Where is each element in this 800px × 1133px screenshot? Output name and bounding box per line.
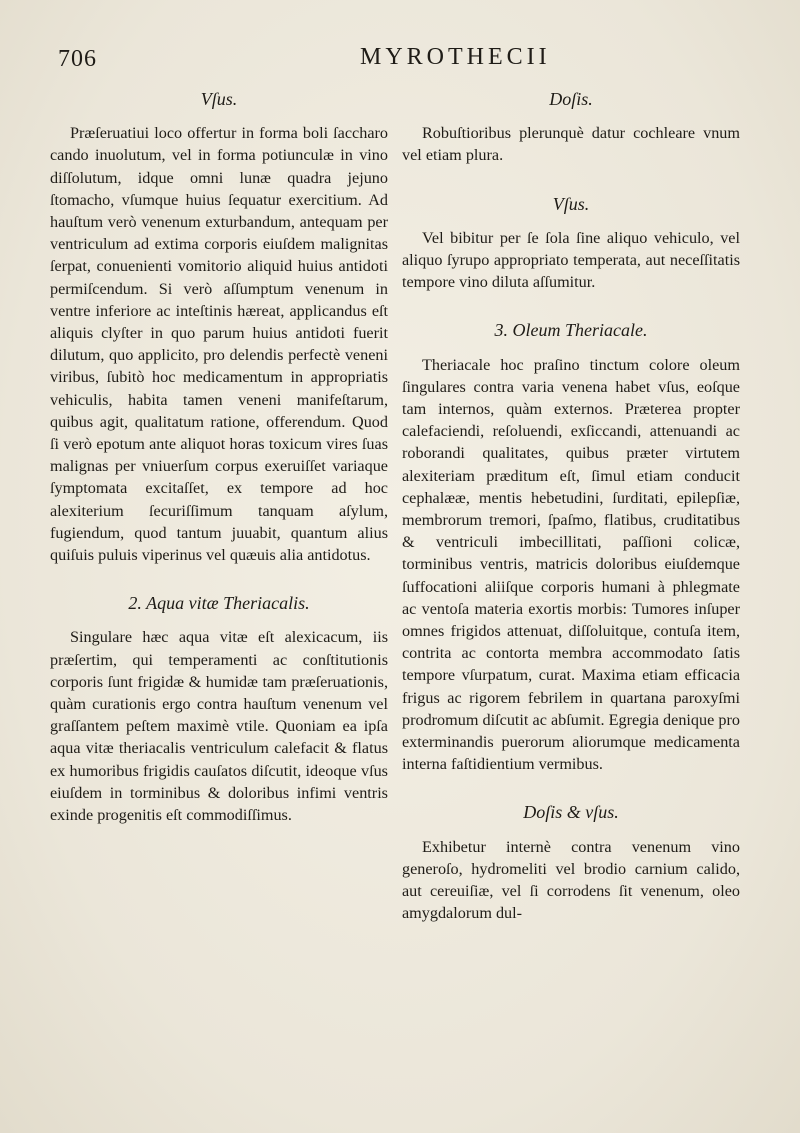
dosis-usus-heading: Doſis & vſus. <box>523 802 619 823</box>
dosis-heading: Doſis. <box>549 89 593 109</box>
right-column <box>402 84 740 925</box>
usus-paragraph: Præſeruatiui loco offertur in forma boli ſaccharo cando inuolutum, vel in forma potiunculæ in vino diſſolutum, idque omni lunæ quadra jejuno ſtomacho, vſumque huius ſequatur exercitium. Ad hauſtum verò venenum exturbandum, antequam per ventriculum ad extima corporis eiuſdem malignitas ſerpat, conuenienti vomitorio aliquid huius antidoti permiſcendum. Si verò aſſumptum venenum in ventre inferiore ac inteſtinis hæreat, applicandus eſt aliquis clyſter in quo parum huius antidoti fuerit dilutum, quo applicito, pro delendis perfectè veneni viribus, ſubitò hoc medicamentum in appropriatis vehiculis, habita tamen veneni manifeſtarum, quibus agit, qualitatum ratione, offerendum. Quod ſi verò epotum ante aliquot horas toxicum vires ſuas malignas per vniuerſum corpus exeruiſſet variaque ſymptomata excitaſſet, ex tempore ad hoc alexiterium ſecuriſſimum tanquam aſylum, fugiendum, quod tantum juuabit, quantum alius quiſuis puluis viperinus vel quæuis alia antidotus. <box>50 124 388 565</box>
usus-heading: Vſus. <box>200 89 238 109</box>
section-3-heading: 3. Oleum Theriacale. <box>494 320 648 341</box>
running-head: MYROTHECII <box>360 44 551 70</box>
usus-heading-right: Vſus. <box>552 193 590 214</box>
section-2-paragraph: Singulare hæc aqua vitæ eſt alexicacum, iis præſertim, qui temperamenti ac conſtitutionis corporis ſunt frigidæ & humidæ tam præſeruationis, quàm curationis ergo contra hauſtum venenum vel graſſantem peſtem maximè vtile. Quoniam ea ipſa aqua vitæ theriacalis ventriculum calefacit & flatus ex humoribus frigidis cauſatos diſcutit, ideoque vſus eiuſdem in torminibus & doloribus infimi ventris exinde progenitis eſt commodiſſimus. <box>50 628 388 825</box>
section-3-paragraph: Theriacale hoc praſino tinctum colore oleum ſingulares contra varia venena habet vſus, eoſque tam internos, quàm externos. Præterea propter calefaciendi, reſoluendi, exſiccandi, attenuandi ac roborandi qualitates, quibus præter virtutem alexiteriam præditum eſt, ſimul etiam conducit cephalææ, mentis hebetudini, ſurditati, epilepſiæ, membrorum tremori, ſpaſmo, flatibus, cruditatibus & ventriculi imbecillitati, paſſioni colicæ, torminibus ventris, matricis doloribus eiuſdemque ſuffocationi aliiſque corporis humani à phlegmate ac ventoſa materia exortis morbis: Tumores inſuper omnes frigidos attenuat, diſſoluitque, contuſa item, contrita ac contorta membra accommodato ſatis tempore vſurpatum, curat. Maxima etiam efficacia frigus ac rigorem febrilem in quartana paroxyſmi prodromum diſcutit ac abſumit. Egregia denique pro exterminandis puerorum aliorumque medicamenta interna faſtidientium vermibus. <box>402 355 740 774</box>
left-column <box>50 84 388 826</box>
dosis-paragraph: Robuſtioribus plerunquè datur cochleare vnum vel etiam plura. <box>402 124 740 165</box>
usus-paragraph-right: Vel bibitur per ſe ſola ſine aliquo vehiculo, vel aliquo ſyrupo appropriato temperata, aut neceſſitatis tempore vino diluta aſſumitur. <box>402 228 740 292</box>
section-2-heading: 2. Aqua vitæ Theriacalis. <box>128 593 310 614</box>
dosis-usus-paragraph: Exhibetur internè contra venenum vino generoſo, hydromeliti vel brodio carnium calido, aut cereuiſiæ, vel ſi corrodens ſit venenum, oleo amygdalorum dul- <box>402 837 740 923</box>
page-number: 706 <box>58 46 97 72</box>
